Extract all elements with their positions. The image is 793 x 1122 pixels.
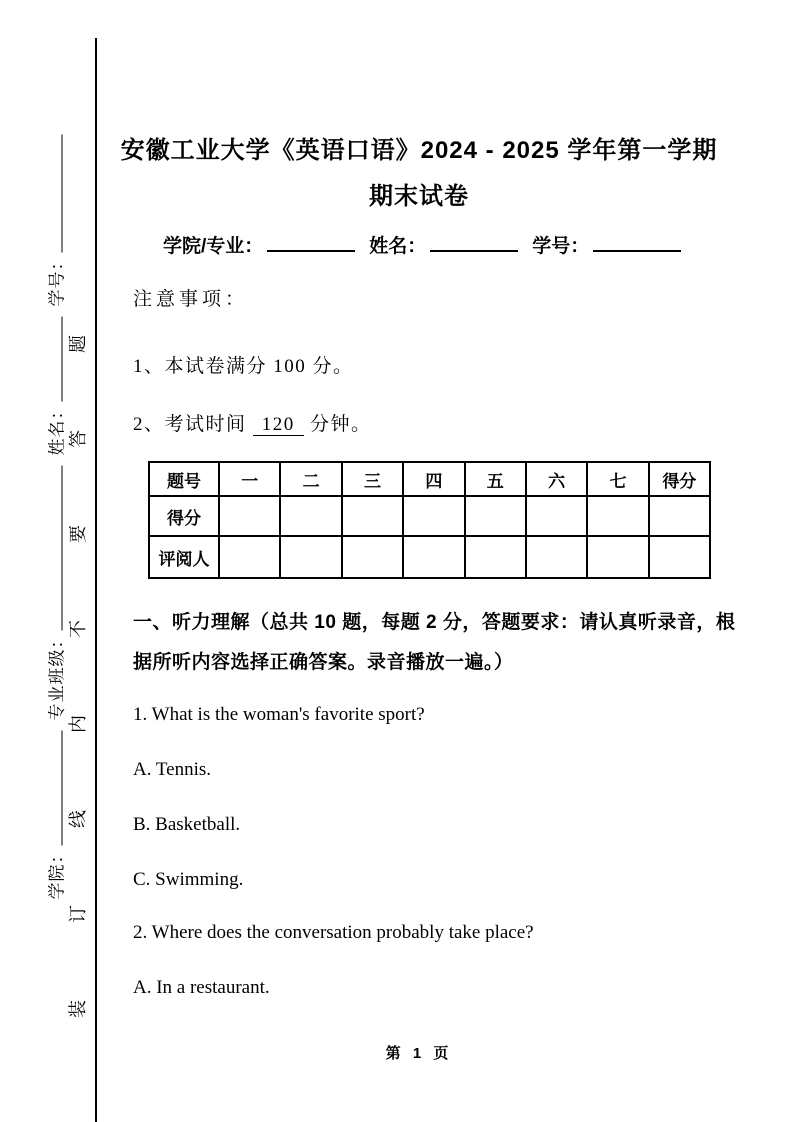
reviewer-cell[interactable] [219, 536, 280, 578]
notes-heading: 注意事项： [133, 289, 249, 310]
header-cell-7: 七 [587, 462, 648, 496]
question-2: 2. Where does the conversation probably take place? [133, 922, 534, 943]
reviewer-cell[interactable] [342, 536, 403, 578]
reviewer-cell[interactable] [465, 536, 526, 578]
header-cell-total: 得分 [649, 462, 710, 496]
reviewer-cell[interactable] [280, 536, 341, 578]
score-row [149, 496, 710, 536]
reviewer-cell[interactable] [403, 536, 464, 578]
note-total-score: 1、本试卷满分 100 分。 [133, 356, 354, 377]
student-id-label-side: 学号： [47, 252, 67, 307]
question-1-option-a: A. Tennis. [133, 759, 212, 780]
binding-seal-line [95, 38, 97, 1122]
exam-title-line1: 安徽工业大学《英语口语》2024 - 2025 学年第一学期 [120, 137, 718, 164]
student-id-label: 学号： [532, 236, 590, 257]
college-label: 学院： [47, 845, 67, 900]
reviewer-cell[interactable] [649, 536, 710, 578]
question-1-option-c: C. Swimming. [133, 869, 244, 890]
student-id-blank[interactable] [593, 234, 681, 252]
score-table-header-row [149, 462, 710, 496]
seal-warning-text: 装订线内不要答题 [68, 258, 88, 1018]
score-cell[interactable] [280, 496, 341, 536]
college-major-blank[interactable] [267, 234, 355, 252]
reviewer-row-label: 评阅人 [149, 536, 219, 578]
score-cell[interactable] [219, 496, 280, 536]
college-blank[interactable] [47, 731, 63, 846]
reviewer-cell[interactable] [587, 536, 648, 578]
college-major-label: 学院/专业： [163, 236, 264, 257]
score-cell[interactable] [649, 496, 710, 536]
duration-prefix: 2、考试时间 [133, 414, 247, 435]
header-cell-1: 一 [219, 462, 280, 496]
page-number: 第 1 页 [385, 1045, 453, 1062]
header-cell-6: 六 [526, 462, 587, 496]
header-cell-question-no: 题号 [149, 462, 219, 496]
registration-form-row [163, 231, 681, 258]
duration-suffix: 分钟。 [310, 414, 372, 435]
score-row-label: 得分 [149, 496, 219, 536]
score-cell[interactable] [587, 496, 648, 536]
student-id-blank-side[interactable] [47, 135, 63, 253]
class-blank[interactable] [47, 466, 63, 631]
reviewer-row [149, 536, 710, 578]
score-table [148, 461, 711, 579]
header-cell-5: 五 [465, 462, 526, 496]
question-1: 1. What is the woman's favorite sport? [133, 704, 425, 725]
section-heading-line2: 据所听内容选择正确答案。录音播放一遍。） [133, 652, 514, 673]
score-cell[interactable] [342, 496, 403, 536]
name-label: 姓名： [369, 236, 427, 257]
score-cell[interactable] [403, 496, 464, 536]
header-cell-2: 二 [280, 462, 341, 496]
exam-title-line2: 期末试卷 [369, 183, 469, 210]
class-label: 专业班级： [47, 630, 67, 721]
name-blank[interactable] [430, 234, 518, 252]
section-heading-line1: 一、听力理解（总共 10 题，每题 2 分，答题要求：请认真听录音，根 [133, 612, 736, 633]
duration-value: 120 [253, 414, 304, 436]
header-cell-3: 三 [342, 462, 403, 496]
name-label-side: 姓名： [47, 401, 67, 456]
reviewer-cell[interactable] [526, 536, 587, 578]
header-cell-4: 四 [403, 462, 464, 496]
name-blank-side[interactable] [47, 317, 63, 402]
question-1-option-b: B. Basketball. [133, 814, 241, 835]
note-exam-duration [133, 409, 372, 436]
score-cell[interactable] [526, 496, 587, 536]
score-cell[interactable] [465, 496, 526, 536]
question-2-option-a: A. In a restaurant. [133, 977, 270, 998]
